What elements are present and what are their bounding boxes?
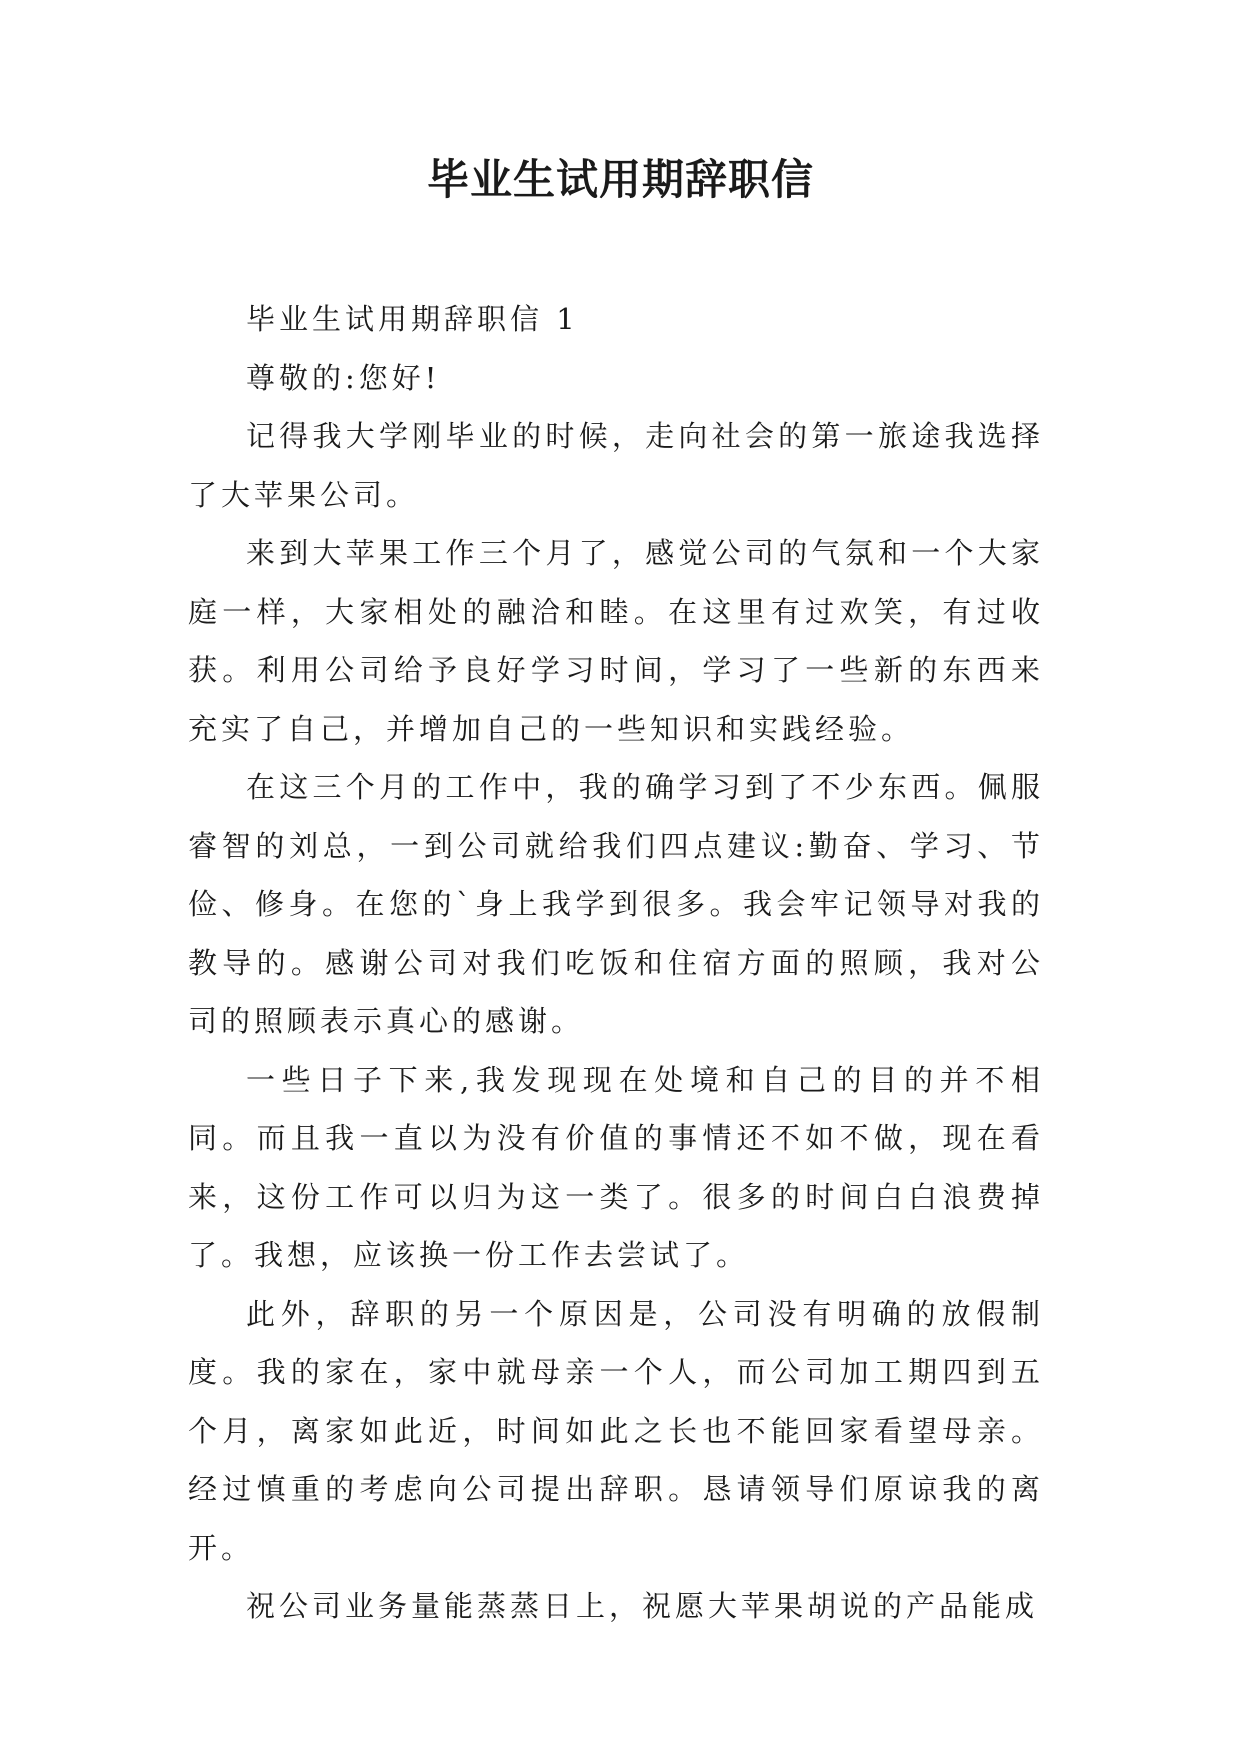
body-paragraph: 此外，辞职的另一个原因是，公司没有明确的放假制度。我的家在，家中就母亲一个人，而公司加工期四到五个月，离家如此近，时间如此之长也不能回家看望母亲。经过慎重的考虑向公司提出辞职。恳请领导们原谅我的离开。 <box>188 1296 1044 1565</box>
body-paragraph: 在这三个月的工作中，我的确学习到了不少东西。佩服睿智的刘总，一到公司就给我们四点建议:勤奋、学习、节俭、修身。在您的`身上我学到很多。我会牢记领导对我的教导的。感谢公司对我们吃饭和住宿方面的照顾，我对公司的照顾表示真心的感谢。 <box>188 770 1044 1038</box>
body-paragraph: 记得我大学刚毕业的时候，走向社会的第一旅途我选择了大苹果公司。 <box>188 419 1044 512</box>
body-paragraph: 来到大苹果工作三个月了，感觉公司的气氛和一个大家庭一样，大家相处的融洽和睦。在这里有过欢笑，有过收获。利用公司给予良好学习时间，学习了一些新的东西来充实了自己，并增加自己的一些知识和实践经验。 <box>188 536 1044 746</box>
section-heading: 毕业生试用期辞职信 1 <box>246 302 579 336</box>
body-paragraph: 祝公司业务量能蒸蒸日上，祝愿大苹果胡说的产品能成 <box>246 1589 1039 1623</box>
document-title: 毕业生试用期辞职信 <box>426 155 814 204</box>
body-paragraph: 一些日子下来,我发现现在处境和自己的目的并不相同。而且我一直以为没有价值的事情还不如不做，现在看来，这份工作可以归为这一类了。很多的时间白白浪费掉了。我想，应该换一份工作去尝试了。 <box>188 1062 1044 1272</box>
document-body <box>188 290 1044 1636</box>
salutation: 尊敬的:您好! <box>246 360 441 395</box>
